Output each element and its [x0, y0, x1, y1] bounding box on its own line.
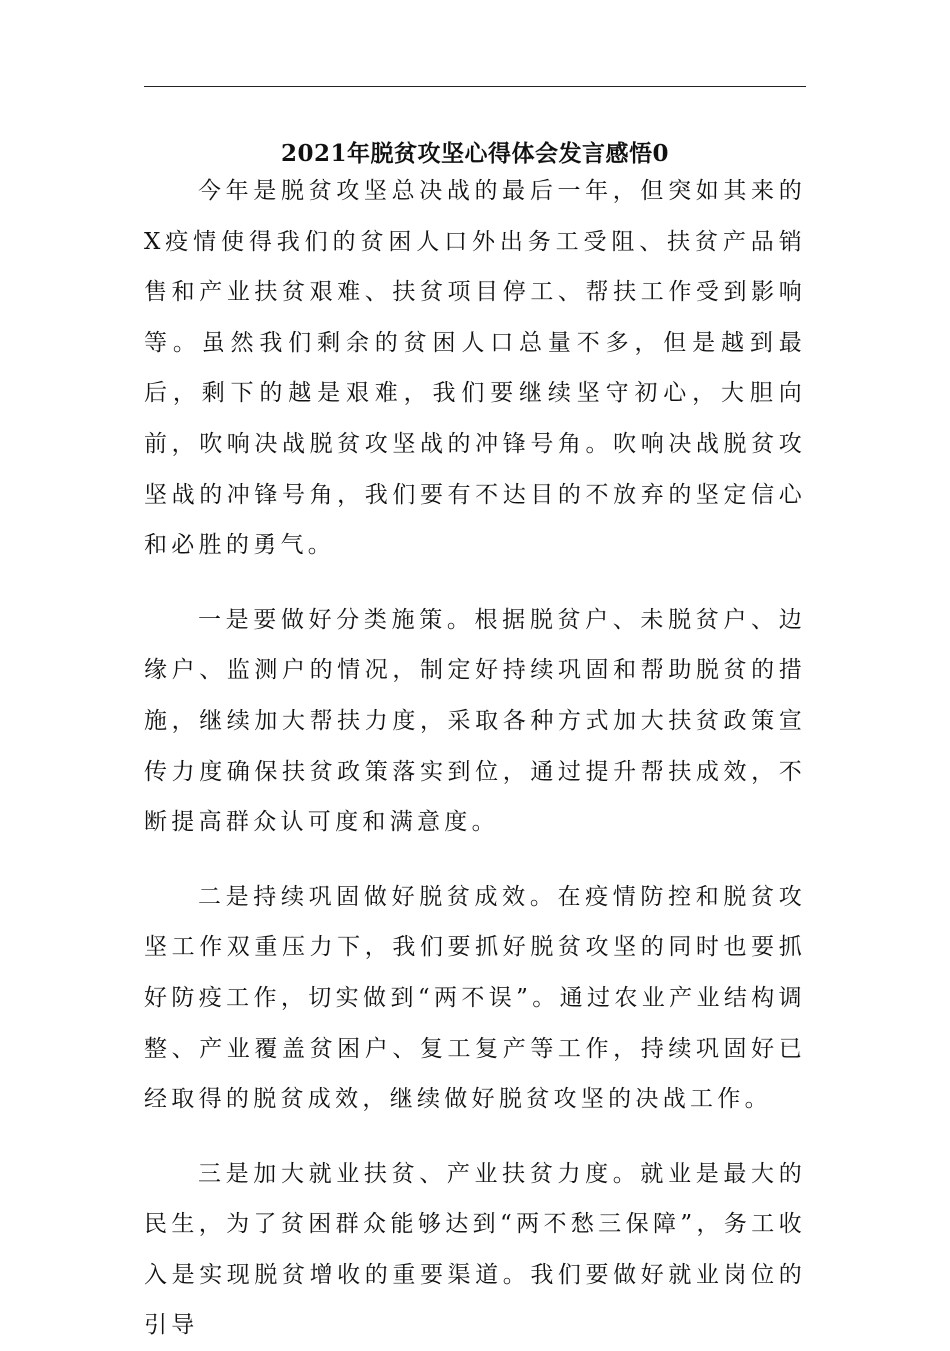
paragraph-point-two: 二是持续巩固做好脱贫成效。在疫情防控和脱贫攻坚工作双重压力下，我们要抓好脱贫攻坚的同时也要抓好防疫工作，切实做到“两不误”。通过农业产业结构调整、产业覆盖贫困户、复工复产等工作，持续巩固好已经取得的脱贫成效，继续做好脱贫攻坚的决战工作。	[144, 883, 806, 1113]
paragraph-point-one: 一是要做好分类施策。根据脱贫户、未脱贫户、边缘户、监测户的情况，制定好持续巩固和帮助脱贫的措施，继续加大帮扶力度，采取各种方式加大扶贫政策宣传力度确保扶贫政策落实到位，通过提升帮扶成效，不断提高群众认可度和满意度。	[144, 606, 806, 836]
paragraph-intro: 今年是脱贫攻坚总决战的最后一年，但突如其来的X疫情使得我们的贫困人口外出务工受阻、扶贫产品销售和产业扶贫艰难、扶贫项目停工、帮扶工作受到影响等。虽然我们剩余的贫困人口总量不多，但是越到最后，剩下的越是艰难，我们要继续坚守初心，大胆向前，吹响决战脱贫攻坚战的冲锋号角。吹响决战脱贫攻坚战的冲锋号角，我们要有不达目的不放弃的坚定信心和必胜的勇气。	[144, 178, 806, 559]
paragraph-point-three: 三是加大就业扶贫、产业扶贫力度。就业是最大的民生，为了贫困群众能够达到“两不愁三保障”，务工收入是实现脱贫增收的重要渠道。我们要做好就业岗位的引导	[144, 1160, 806, 1339]
document-body	[144, 162, 806, 1351]
document-title: 2021年脱贫攻坚心得体会发言感悟0	[280, 140, 670, 167]
header-rule	[144, 86, 806, 87]
